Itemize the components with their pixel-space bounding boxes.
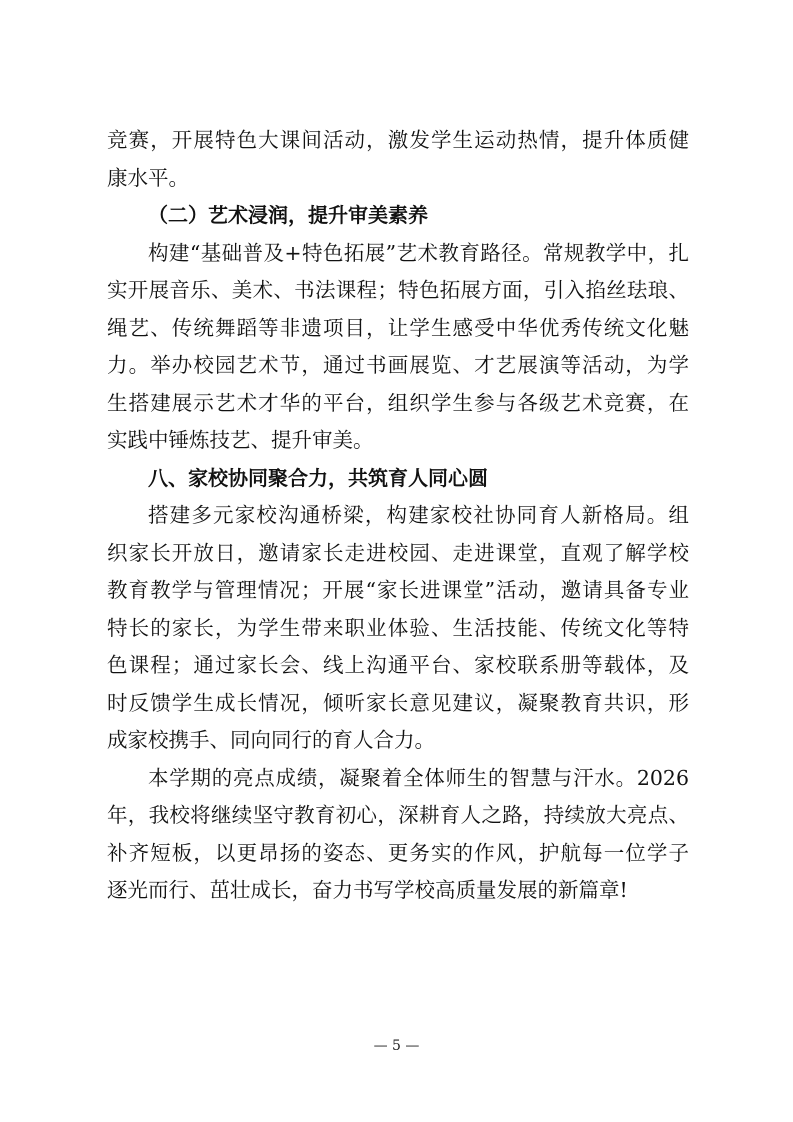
text-line: 逐光而行、茁壮成长，奋力书写学校高质量发展的新篇章! [107, 878, 628, 902]
section-heading: 八、家校协同聚合力，共筑育人同心圆 [148, 465, 488, 490]
text-line: 实开展音乐、美术、书法课程；特色拓展方面，引入掐丝珐琅、 [107, 278, 689, 302]
text-line: 搭建多元家校沟通桥梁，构建家校社协同育人新格局。组 [148, 503, 689, 527]
text-line: 色课程；通过家长会、线上沟通平台、家校联系册等载体，及 [107, 653, 689, 677]
section-heading: （二）艺术浸润，提升审美素养 [148, 203, 428, 227]
text-line: 绳艺、传统舞蹈等非遗项目，让学生感受中华优秀传统文化魅 [107, 315, 689, 340]
text-line: 年，我校将继续坚守教育初心，深耕育人之路，持续放大亮点、 [107, 803, 689, 827]
text-line: 成家校携手、同向同行的育人合力。 [107, 728, 435, 752]
text-line: 特长的家长，为学生带来职业体验、生活技能、传统文化等特 [107, 615, 689, 640]
page-number: — 5 — [373, 1038, 420, 1054]
document-body [107, 122, 689, 910]
text-line: 实践中锤炼技艺、提升审美。 [107, 428, 374, 452]
text-line: 本学期的亮点成绩，凝聚着全体师生的智慧与汗水。2026 [148, 765, 689, 790]
text-line: 时反馈学生成长情况，倾听家长意见建议，凝聚教育共识，形 [107, 690, 689, 715]
text-line: 生搭建展示艺术才华的平台，组织学生参与各级艺术竞赛，在 [107, 390, 689, 415]
text-line: 织家长开放日，邀请家长走进校园、走进课堂，直观了解学校 [107, 540, 689, 565]
text-line: 竞赛，开展特色大课间活动，激发学生运动热情，提升体质健 [107, 128, 689, 152]
text-line: 构建“基础普及+特色拓展”艺术教育路径。常规教学中，扎 [148, 240, 689, 265]
text-line: 力。举办校园艺术节，通过书画展览、才艺展演等活动，为学 [107, 353, 689, 377]
text-line: 教育教学与管理情况；开展“家长进课堂”活动，邀请具备专业 [107, 578, 689, 602]
text-line: 康水平。 [107, 165, 189, 190]
text-line: 补齐短板，以更昂扬的姿态、更务实的作风，护航每一位学子 [107, 840, 689, 865]
